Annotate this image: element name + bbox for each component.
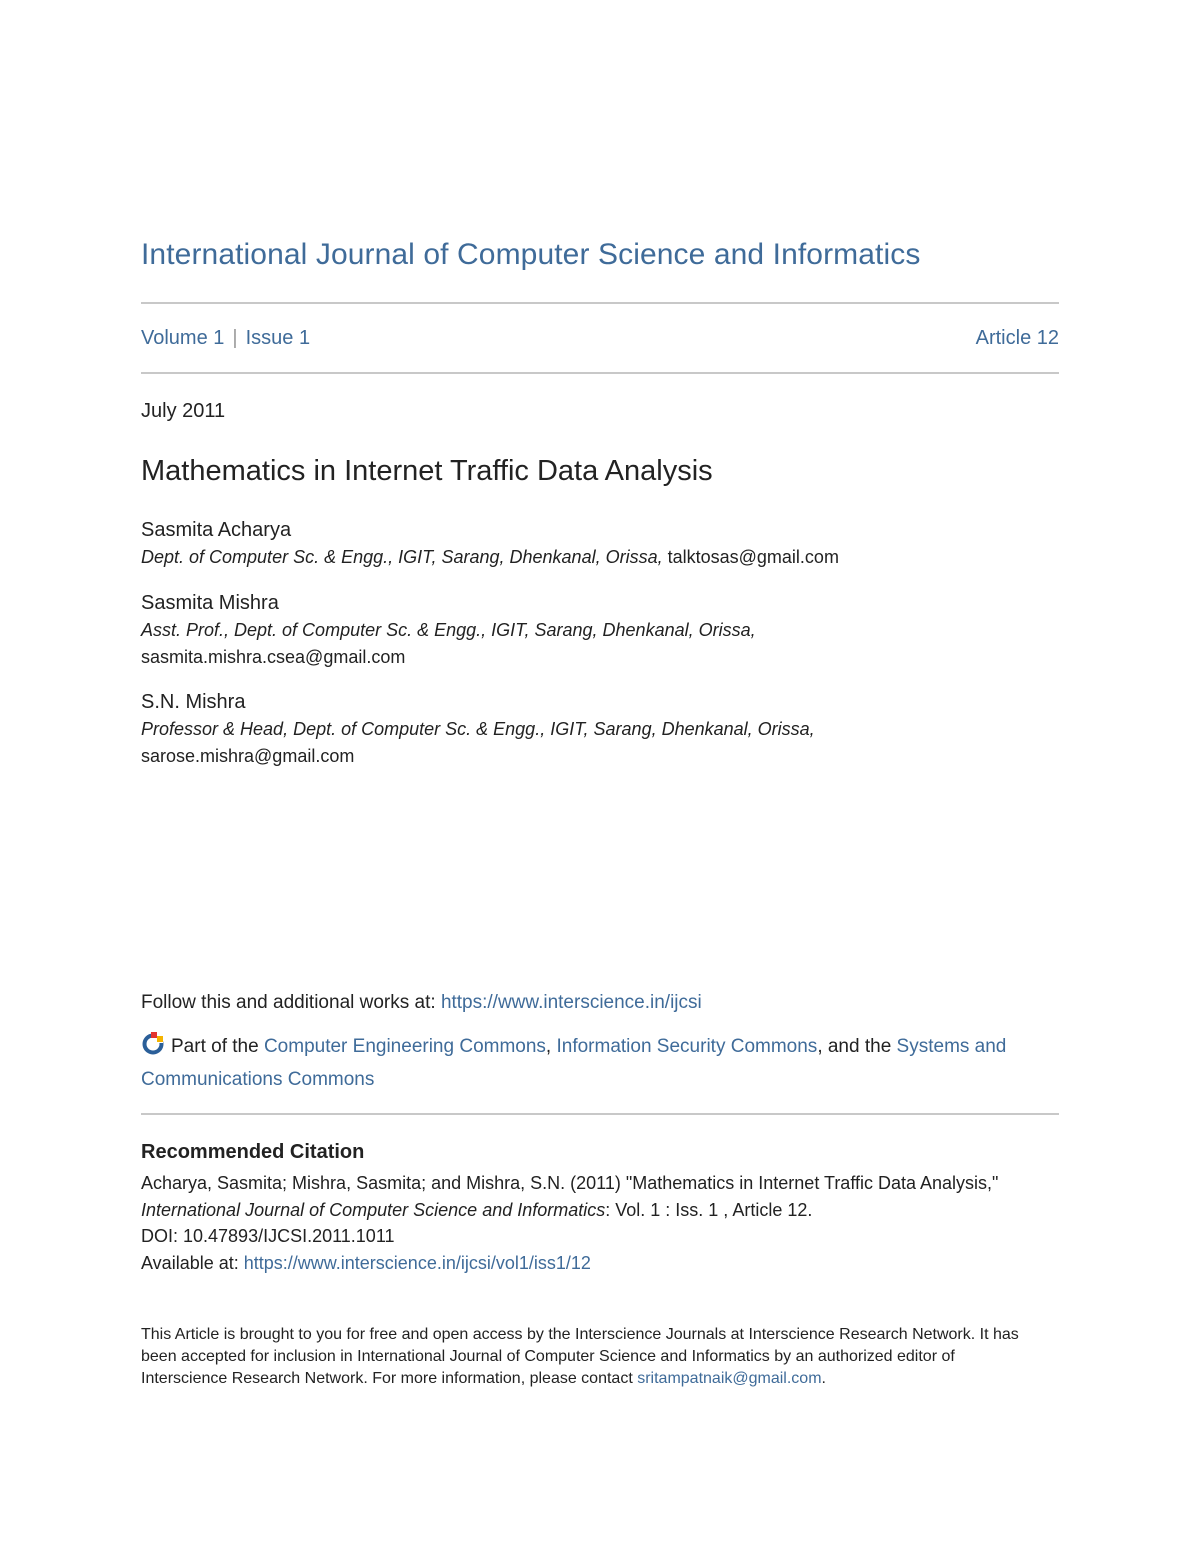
network-icon [141, 1031, 165, 1055]
article-link[interactable]: Article 12 [975, 327, 1059, 349]
divider-bottom [141, 1113, 1059, 1115]
affiliation-text: Dept. of Computer Sc. & Engg., IGIT, Sarang, Dhenkanal, Orissa, [141, 547, 663, 567]
follow-line [141, 992, 702, 1014]
computer-engineering-commons-link[interactable]: Computer Engineering Commons [263, 1036, 546, 1057]
citation-block [141, 1170, 1041, 1276]
author-name: Sasmita Mishra [141, 592, 279, 614]
citation-text: Acharya, Sasmita; Mishra, Sasmita; and Mishra, S.N. (2011) "Mathematics in Internet Traffic Data Analysis," [141, 1173, 999, 1193]
journal-title-link[interactable]: International Journal of Computer Science and Informatics [141, 238, 921, 271]
systems-communications-commons-link[interactable]: Systems and Communications Commons [141, 1036, 1007, 1090]
part-of-line [141, 1030, 1051, 1096]
author-email: sasmita.mishra.csea@gmail.com [141, 647, 406, 667]
follow-url-link[interactable]: https://www.interscience.in/ijcsi [440, 992, 702, 1013]
author-affiliation [141, 617, 1041, 671]
comma: , [545, 1036, 557, 1057]
access-note-end: . [821, 1370, 826, 1387]
access-note [141, 1324, 1021, 1390]
author-affiliation [141, 716, 1041, 770]
citation-journal: International Journal of Computer Science and Informatics [141, 1199, 606, 1220]
issue-link[interactable]: Issue 1 [245, 327, 311, 349]
citation-heading: Recommended Citation [141, 1141, 365, 1163]
journal-title[interactable] [141, 238, 920, 272]
volume-issue-row [141, 327, 1059, 355]
author-name: S.N. Mishra [141, 691, 246, 713]
separator: | [232, 327, 238, 349]
and-the-text: , and the [817, 1036, 897, 1057]
access-note-text: This Article is brought to you for free and open access by the Interscience Journals at Interscience Research Network. It has been accepted for inclusion in International Journal of Computer Science and Informatics by an authorized editor of Interscience Research Network. For more information, please contact [141, 1326, 1019, 1387]
article-title: Mathematics in Internet Traffic Data Analysis [141, 455, 713, 487]
information-security-commons-link[interactable]: Information Security Commons [556, 1036, 818, 1057]
divider-top [141, 302, 1059, 304]
affiliation-text: Asst. Prof., Dept. of Computer Sc. & Engg., IGIT, Sarang, Dhenkanal, Orissa, [141, 620, 756, 640]
divider-middle [141, 372, 1059, 374]
volume-link[interactable]: Volume 1 [141, 327, 225, 349]
author-email: talktosas@gmail.com [667, 547, 839, 567]
affiliation-text: Professor & Head, Dept. of Computer Sc. & Engg., IGIT, Sarang, Dhenkanal, Orissa, [141, 719, 815, 739]
follow-label: Follow this and additional works at: [141, 992, 441, 1013]
publication-date: July 2011 [141, 400, 226, 422]
citation-volume: : Vol. 1 : Iss. 1 , Article 12. [605, 1199, 813, 1220]
contact-email-link[interactable]: sritampatnaik@gmail.com [637, 1370, 822, 1387]
citation-doi: DOI: 10.47893/IJCSI.2011.1011 [141, 1226, 395, 1246]
author-name: Sasmita Acharya [141, 519, 292, 541]
available-label: Available at: [141, 1252, 244, 1273]
part-of-prefix: Part of the [171, 1036, 264, 1057]
author-email: sarose.mishra@gmail.com [141, 746, 355, 766]
author-affiliation [141, 544, 1041, 571]
available-url-link[interactable]: https://www.interscience.in/ijcsi/vol1/iss1/12 [243, 1252, 591, 1273]
